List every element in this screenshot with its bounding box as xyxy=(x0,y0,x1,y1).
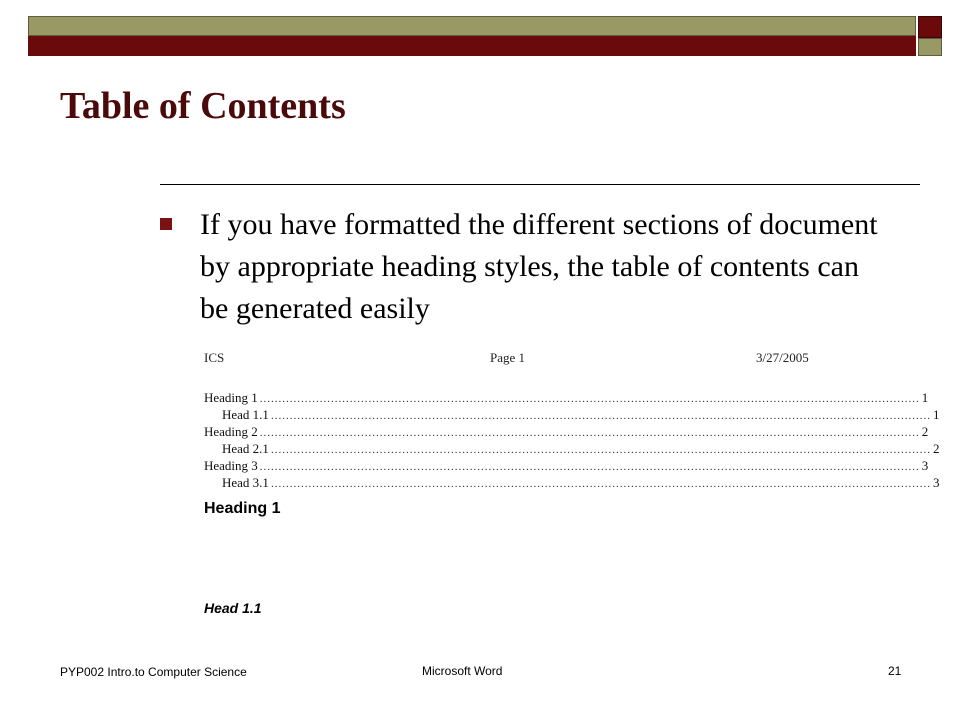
toc-label: Head 1.1 xyxy=(222,407,269,422)
header-left: ICS xyxy=(204,350,225,365)
text-clip-mask xyxy=(150,326,910,346)
toc-label: Head 3.1 xyxy=(222,475,269,490)
toc-leader: ................................................................................................................................................................................ xyxy=(270,444,931,456)
top-band-olive xyxy=(28,16,916,36)
footer-left: PYP002 Intro.to Computer Science xyxy=(60,665,247,679)
document-preview xyxy=(204,350,940,620)
toc-page: 1 xyxy=(932,407,940,422)
toc-page: 3 xyxy=(932,475,940,490)
toc-label: Heading 2 xyxy=(204,424,258,439)
header-right: 3/27/2005 xyxy=(756,350,809,365)
toc-label: Head 2.1 xyxy=(222,441,269,456)
corner-square-olive xyxy=(918,38,942,56)
toc-leader: ................................................................................................................................................................................ xyxy=(259,393,920,405)
bullet-marker xyxy=(160,218,172,230)
footer-page-number: 21 xyxy=(888,664,902,678)
toc-leader: ................................................................................................................................................................................ xyxy=(270,478,931,490)
footer-center: Microsoft Word xyxy=(422,664,503,678)
toc-list xyxy=(204,390,940,492)
slide-title: Table of Contents xyxy=(60,85,346,127)
toc-label: Heading 3 xyxy=(204,458,258,473)
toc-leader: ................................................................................................................................................................................ xyxy=(270,410,931,422)
header-center: Page 1 xyxy=(490,350,526,365)
bullet-text: If you have formatted the different sections of document by appropriate heading styles, the table of contents can be generated easily xyxy=(200,208,878,325)
toc-leader: ................................................................................................................................................................................ xyxy=(259,427,920,439)
document-head-1-1: Head 1.1 xyxy=(204,600,262,616)
corner-square-maroon xyxy=(918,16,942,38)
toc-row xyxy=(204,390,929,407)
toc-page: 1 xyxy=(921,390,929,405)
toc-leader: ................................................................................................................................................................................ xyxy=(259,461,920,473)
toc-row xyxy=(204,458,929,475)
top-band-maroon xyxy=(28,36,916,56)
toc-row xyxy=(204,441,940,458)
toc-page: 2 xyxy=(932,441,940,456)
toc-row xyxy=(204,475,940,492)
title-divider xyxy=(160,184,920,185)
toc-label: Heading 1 xyxy=(204,390,258,405)
toc-row xyxy=(204,424,929,441)
toc-row xyxy=(204,407,940,424)
toc-page: 2 xyxy=(921,424,929,439)
toc-page: 3 xyxy=(921,458,929,473)
document-heading-1: Heading 1 xyxy=(204,500,281,517)
